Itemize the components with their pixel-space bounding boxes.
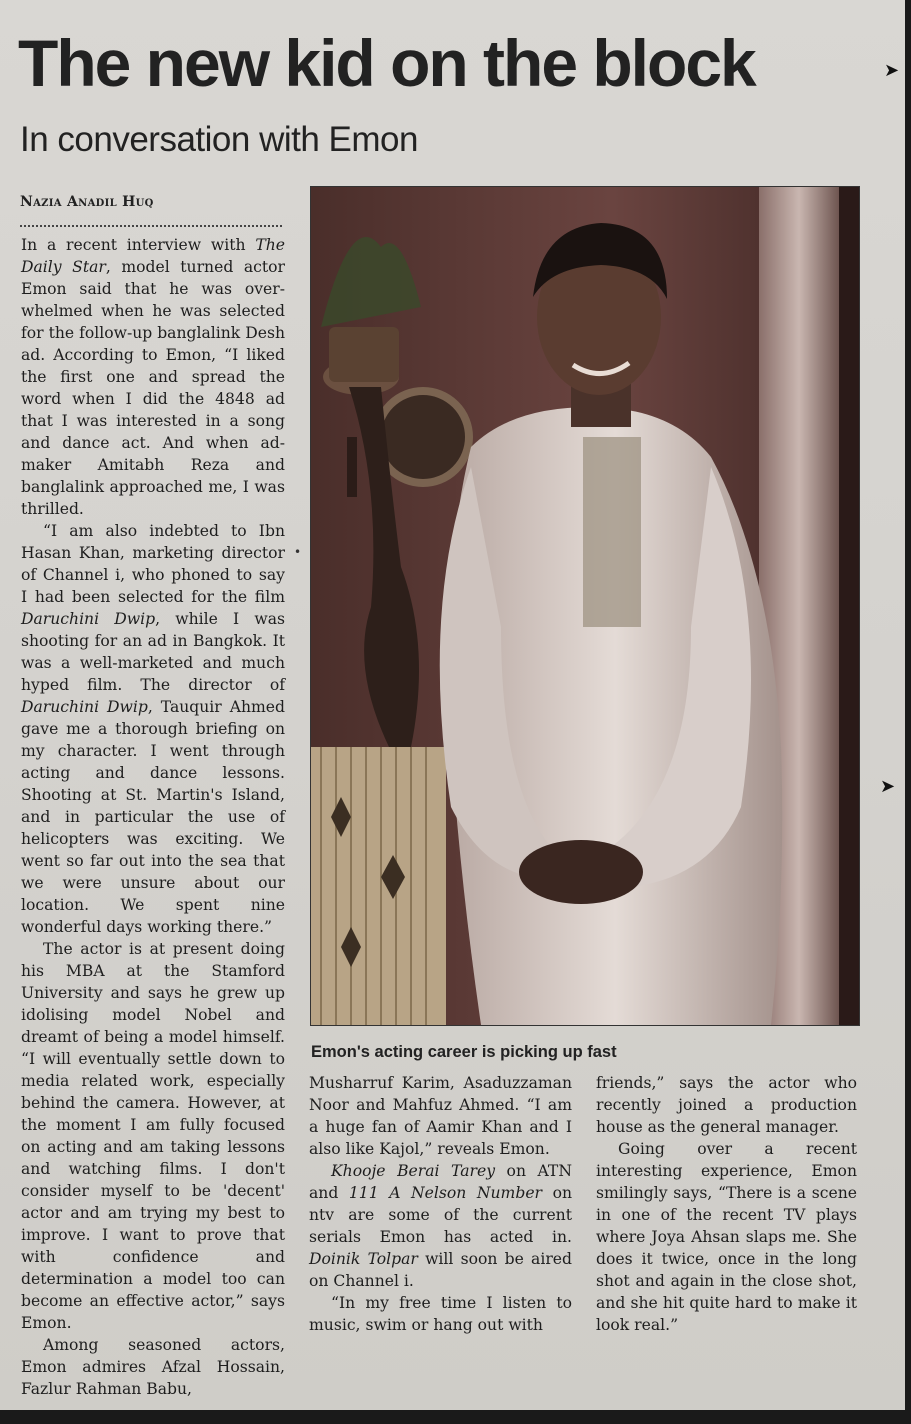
show-title: 111 A Nelson Number	[348, 1184, 543, 1202]
margin-arrow-icon: ➤	[884, 60, 900, 81]
paragraph-text: “I am also indebted to Ibn Hasan Khan, marketing director of Channel i, who phoned to say I had been selected for the film	[21, 522, 285, 606]
film-title: Daruchini Dwip	[21, 698, 148, 716]
article-column-3	[596, 1072, 857, 1336]
paragraph-6: “In my free time I listen to music, swim or hang out with	[309, 1294, 572, 1334]
subheadline: In conversation with Emon	[20, 120, 418, 159]
headline: The new kid on the block	[18, 26, 755, 100]
paragraph-text: will soon be aired on Channel i.	[309, 1250, 572, 1290]
article-column-1	[21, 234, 285, 1400]
paragraph-text: on ATN and	[309, 1162, 572, 1202]
paragraph-4: Among seasoned actors, Emon admires Afzal Hossain, Fazlur Rahman Babu,	[21, 1336, 285, 1398]
margin-dot-icon: •	[294, 545, 302, 559]
photo-illustration	[311, 187, 859, 1025]
paragraph-text: , Tauquir Ahmed gave me a thorough briefing on my character. I went through acting and dance lessons. Shooting at St. Martin's Island, and in particular the use of helicopters was exciting. We went so far out into the sea that we were unsure about our location. We spent nine wonderful days working there.”	[21, 698, 285, 936]
byline-divider	[20, 225, 282, 227]
paragraph-6-continued: friends,” says the actor who recently joined a production house as the general manager.	[596, 1074, 857, 1136]
article-column-2	[309, 1072, 572, 1336]
show-title: Doinik Tolpar	[309, 1250, 418, 1268]
show-title: Khooje Berai Tarey	[331, 1162, 496, 1180]
photo-caption: Emon's acting career is picking up fast	[311, 1043, 617, 1061]
paragraph-text: , model turned actor Emon said that he was over-whelmed when he was selected for the follow-up banglalink Desh ad. According to Emon, “I liked the first one and spread the word when I did the 4848 ad that I was interested in a song and dance act. And when ad-maker Amitabh Reza and banglalink approached me, I was thrilled.	[21, 258, 285, 518]
paragraph-text: , while I was shooting for an ad in Bangkok. It was a well-marketed and much hyped film. The director of	[21, 610, 285, 694]
paragraph-text: In a recent interview with	[21, 236, 256, 254]
newspaper-name: The Daily Star	[21, 236, 285, 276]
paragraph-7: Going over a recent interesting experience, Emon smilingly says, “There is a scene in one of the recent TV plays where Joya Ahsan slaps me. She does it twice, once in the long shot and again in the close shot, and she hit quite hard to make it look real.”	[596, 1140, 857, 1334]
film-title: Daruchini Dwip	[21, 610, 156, 628]
margin-arrow-icon: ➤	[880, 776, 896, 797]
paragraph-text: on ntv are some of the current serials Emon has acted in.	[309, 1184, 573, 1246]
paragraph-1	[21, 234, 285, 520]
paragraph-5	[309, 1160, 572, 1292]
paragraph-3: The actor is at present doing his MBA at the Stamford University and says he grew up idolising model Nobel and dreamt of being a model himself. “I will eventually settle down to media related work, especially behind the camera. However, at the moment I am fully focused on acting and am taking lessons and watching films. I don't consider myself to be 'decent' actor and am trying my best to improve. I want to prove that with confidence and determination a model too can become an effective actor,” says Emon.	[21, 940, 285, 1332]
byline: Nazia Anadil Huq	[20, 194, 154, 210]
photo-emon	[310, 186, 860, 1026]
paragraph-2	[21, 520, 285, 938]
paragraph-4-continued: Musharruf Karim, Asaduzzaman Noor and Mahfuz Ahmed. “I am a huge fan of Aamir Khan and I also like Kajol,” reveals Emon.	[309, 1074, 572, 1158]
